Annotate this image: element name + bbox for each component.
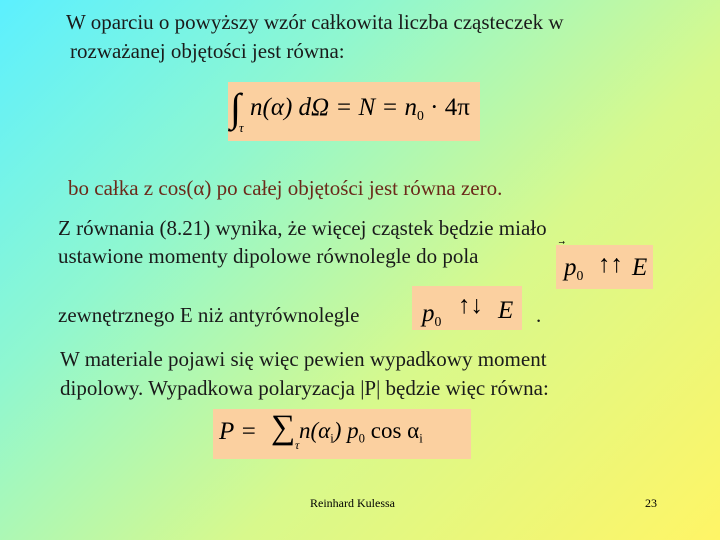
sum-sign: ∑ [271,409,296,446]
cos-subscript: i [419,431,423,446]
para2-line-1: Z równania (8.21) wynika, że więcej cząstek będzie miało [58,216,547,240]
cos-prefix: bo całka z cos( [68,176,194,200]
para4-line-1: W materiale pojawi się więc pewien wypadkowy moment [60,347,547,371]
p-vector [564,254,583,284]
equation-rhs [299,418,423,446]
alpha-symbol: α [193,176,205,200]
sum-subscript: τ [295,438,300,452]
integral-subscript: τ [239,120,244,135]
intro-line-2: rozważanej objętości jest równa: [70,39,345,63]
page-number: 23 [645,496,657,510]
cos-term: cos α [365,418,420,443]
n-subscript: 0 [417,107,424,123]
parallel-arrows: ↑↑ [598,251,623,278]
equation-body [250,94,470,124]
para3-line: zewnętrznego E niż antyrównolegle [58,303,360,327]
footer-author: Reinhard Kulessa [310,496,395,510]
p-vector [422,300,441,330]
p-subscript: 0 [434,313,442,329]
equation-expr: n(α) dΩ = N = n [250,94,418,121]
equation-lhs: P = [219,418,257,445]
p-term: ) p [333,418,359,443]
e-vector: E [632,254,648,281]
para2-line-2: ustawione momenty dipolowe równolegle do pola [58,244,479,268]
para4-line-2: dipolowy. Wypadkowa polaryzacja |P| będzie więc równa: [60,376,549,400]
equation-tail: · 4π [423,94,470,121]
formula-antiparallel [412,286,522,330]
p-subscript: 0 [358,431,365,446]
p-letter: p [564,254,577,281]
equation-total-count [228,82,480,141]
period: . [536,303,542,327]
antiparallel-arrows: ↑↓ [458,292,483,319]
equation-polarization [213,409,471,459]
formula-parallel [556,245,653,289]
intro-line-1: W oparciu o powyższy wzór całkowita liczba cząsteczek w [66,10,564,34]
p-letter: p [422,300,435,327]
cos-integral-note [68,175,502,201]
e-vector: E [498,297,514,324]
n-term: n(α [299,418,331,443]
cos-suffix: ) po całej objętości jest równa zero. [204,176,503,200]
alpha-subscript: i [330,431,334,446]
p-subscript: 0 [576,267,584,283]
integral-sign: ∫ [230,85,241,130]
